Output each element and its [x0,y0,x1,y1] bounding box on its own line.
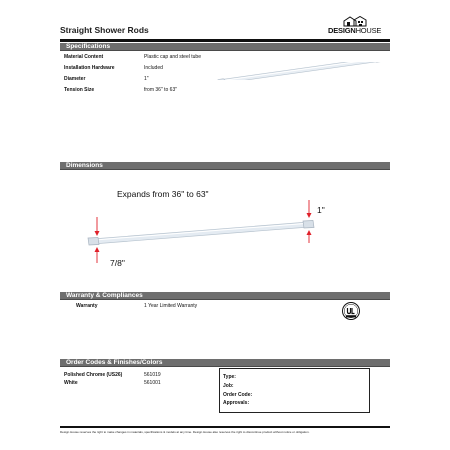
document-title: Straight Shower Rods [60,25,149,35]
order-approvals-field[interactable]: Approvals: [223,400,250,406]
spec-value-diameter: 1" [144,76,149,82]
order-codes-header: Order Codes & Finishes/Colors [60,359,390,367]
right-diameter-label: 1" [317,205,325,215]
ul-listed-badge-icon [341,301,361,321]
warranty-value: 1 Year Limited Warranty [144,303,198,309]
order-job-field[interactable]: Job: [223,383,234,389]
specifications-header: Specifications [60,43,390,51]
spec-value-hardware: Included [144,65,163,71]
dimensions-header: Dimensions [60,162,390,170]
finish-white-label: White [64,380,78,386]
dimension-diagram [80,195,330,270]
title-rule [60,39,390,42]
product-image-rod [215,62,385,80]
order-code-field[interactable]: Order Code: [223,392,253,398]
finish-chrome-label: Polished Chrome (US26) [64,372,123,378]
brand-bold: DESIGN [328,26,356,35]
brand-light: HOUSE [355,26,382,35]
finish-white-code: 561001 [144,380,161,386]
rod-drawing [88,221,314,246]
warranty-header: Warranty & Compliances [60,292,390,300]
spec-label-material: Material Content [64,54,104,60]
expands-label: Expands from 36" to 63" [117,189,209,199]
footer-disclaimer: Design House reserves the right to make changes in materials, specifications & models at any time. Design House also reserves the right to discontinue product without notice or obligation. [60,430,310,434]
order-form-box[interactable] [219,368,370,413]
brand-logo [328,16,390,38]
warranty-label: Warranty [76,303,98,309]
finish-chrome-code: 561019 [144,372,161,378]
spec-value-material: Plastic cap and steel tube [144,54,201,60]
spec-label-diameter: Diameter [64,76,86,82]
spec-label-tension: Tension Size [64,87,95,93]
footer-rule [60,426,390,428]
left-diameter-label: 7/8" [110,258,125,268]
spec-value-tension: from 36" to 63" [144,87,178,93]
brand-wordmark [328,26,381,35]
spec-label-hardware: Installation Hardware [64,65,115,71]
order-type-field[interactable]: Type: [223,374,236,380]
